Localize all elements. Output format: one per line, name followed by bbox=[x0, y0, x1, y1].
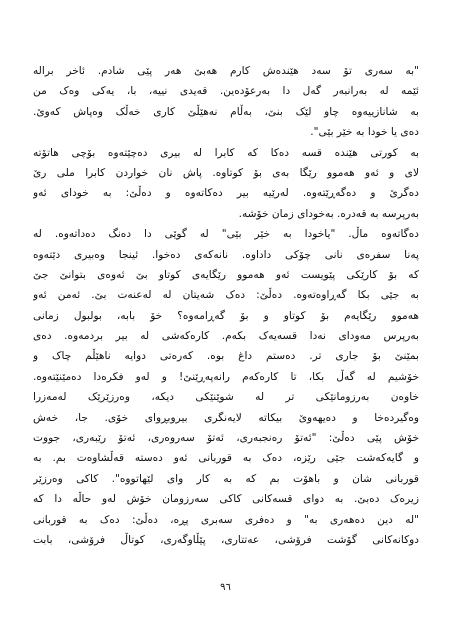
text-line: بەرپرس مەودای نەدا قسەیەک بکەم. کارەکەشی لە بیر بردمەوە. دەی bbox=[33, 330, 419, 343]
text-line: "بە سەری تۆ سەد هێندەش کارم هەبێ هەر پێی شادم. ئاخر برالە bbox=[33, 65, 419, 77]
text-line: دەگرێ و دەگەڕێتەوە. لەرێیە بیر دەکاتەوە و دەڵێ: بە خودای ئەو bbox=[33, 187, 419, 200]
text-line: خۆش پێی دەڵێ: "ئەتۆ رەنجبەری، ئەتۆ سەروەری، ئەتۆ رێبەری، جووت bbox=[33, 432, 419, 445]
text-line: دوکانەکانی گۆشت فرۆشی، عەتتاری، پێڵاوگەری، کوتاڵ فرۆشی، بابت bbox=[33, 533, 419, 546]
text-line: و گایەکەشت جێی رێزە، دەک بە قوربانی ئەو دەستە قەڵشاوەت بم. بە bbox=[33, 452, 419, 465]
text-line: دەی یا خودا بە خێر بێی". bbox=[310, 126, 419, 139]
text-line: پەنا سفرەی نانی چۆکی داداوە. نانەکەی دەخوا. ئینجا وەبیری دێتەوە bbox=[33, 248, 419, 261]
text-line: وەگیردەخا و دەیهەوێ بیکاتە لایەنگری بیروبڕوای خۆی. جا، خەش bbox=[33, 411, 419, 424]
text-line: "لە دین دەهەری بە" و دەفری سەبری پڕە، دەڵێ: دەک بە قوربانی bbox=[33, 513, 419, 526]
page-number: ٩٦ bbox=[220, 582, 231, 593]
text-line: بە شانازییەوە چاو لێک بنێ، بەڵام نەهێڵێ کاری خەڵک وەپاش کەوێ. bbox=[33, 105, 419, 118]
text-line: کە بۆ کارێکی پێویست ئەو هەموو رێگایەی کوتاو بێ ئەوەی بتوانێ جێ bbox=[33, 268, 419, 281]
text-line: لای و ئەو هەموو رێگا بەی بۆ کوتاوە. پاش نان خواردن کابرا ملی رێ bbox=[33, 166, 419, 179]
body-text bbox=[33, 61, 419, 550]
text-line: بە جێی بکا گەڕاوەتەوە. دەڵێ: دەک شەیتان لە لەعنەت بێ. ئەمن ئەو bbox=[33, 289, 419, 302]
text-line: دەگاتەوە ماڵ. "یاخودا بە خێر بێی" لە گوێی دا دەنگ دەداتەوە. لە bbox=[33, 228, 419, 241]
text-line: بمێنێ بۆ جاری تر. دەستم داغ بوە. کەرەتی دوایە ناهێڵم چاک و bbox=[33, 350, 419, 363]
text-line: بەرپرسە بە قەدرە. بەخودای زمان خۆشە. bbox=[238, 207, 419, 220]
text-line: بە کورتی هێندە قسە دەکا کە کابرا لە بیری دەچێتەوە بۆچی هاتۆتە bbox=[33, 146, 419, 159]
text-line: خۆشیم لە گەڵ بکا، تا کارەکەم رانەپەڕێنێ! و لەو فکرەدا دەمێنێتەوە. bbox=[33, 370, 419, 383]
text-line: خاوەن بەرزومانێکی تر لە شوێنێکی دیکە، وەرزێرێک لەمەزرا bbox=[33, 391, 419, 404]
text-line: قوربانی شان و باهۆت بم کە بە کار وای لێهاتووە". کاکی وەرزێر bbox=[33, 472, 419, 485]
text-line: زیرەک دەبێ. بە دوای قسەکانی کاکی سەرزومان خۆش لەو حاڵە دا کە bbox=[33, 493, 419, 506]
text-line: ئێمە لە بەرانبەر گەل دا بەرعۆدەین. قەیدی نییە، با، یەکی وەک من bbox=[33, 85, 419, 98]
text-line: هەموو رێگایەم بۆ کوتاو و بۆ گەڕامەوە؟ خۆ بابە، بولبول زمانی bbox=[33, 309, 419, 322]
